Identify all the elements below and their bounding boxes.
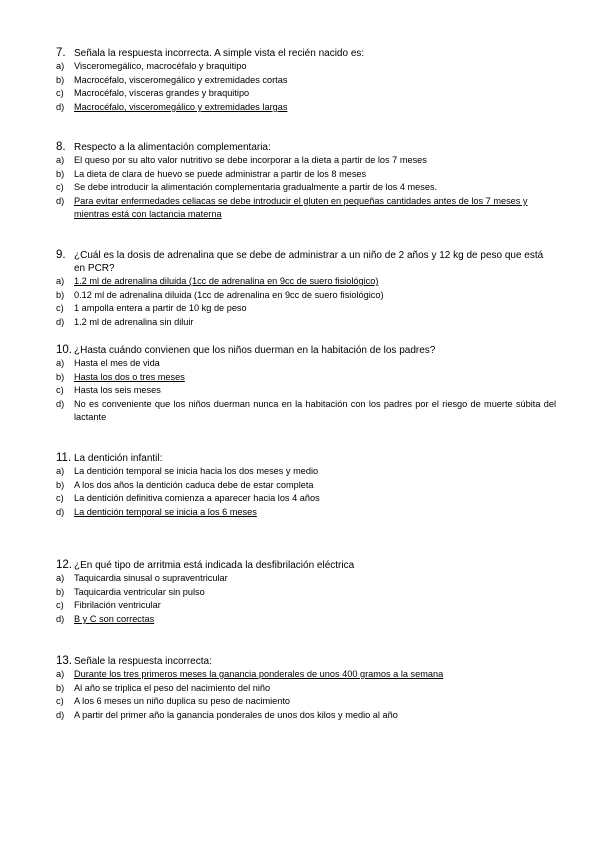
option-text: Macrocéfalo, visceromegálico y extremidades largas: [74, 101, 288, 112]
option-letter: a): [56, 466, 65, 476]
question-11: [56, 452, 556, 519]
option-letter: c): [56, 600, 64, 611]
question-number: 9.: [56, 249, 66, 261]
option-text: Fibrilación ventricular: [74, 600, 161, 611]
option-text: 0.12 ml de adrenalina diluida (1cc de adrenalina en 9cc de suero fisiológico): [74, 289, 384, 300]
option-text: La dentición definitiva comienza a aparecer hacia los 4 años: [74, 493, 320, 504]
option-text: Para evitar enfermedades celiacas se debe introducir el gluten en pequeñas cantidades antes de los 7 meses y mientras está con lactancia materna: [74, 195, 528, 220]
option-a: [56, 357, 556, 371]
question-text: Señale la respuesta incorrecta:: [74, 656, 212, 667]
option-b: [56, 289, 556, 303]
option-text: Al año se triplica el peso del nacimiento del niño: [74, 682, 271, 693]
option-letter: a): [56, 276, 65, 286]
option-letter: c): [56, 182, 64, 193]
option-text: El queso por su alto valor nutritivo se debe incorporar a la dieta a partir de los 7 meses: [74, 155, 427, 165]
option-a: [56, 668, 556, 682]
option-letter: d): [56, 101, 65, 112]
question-text: Respecto a la alimentación complementaria:: [74, 142, 271, 153]
option-text: A los dos años la dentición caduca debe de estar completa: [74, 479, 314, 490]
question-number: 12.: [56, 559, 72, 571]
option-letter: b): [56, 74, 65, 85]
option-d: [56, 709, 556, 723]
option-letter: c): [56, 88, 64, 99]
question-title: [56, 344, 556, 357]
option-letter: d): [56, 709, 65, 720]
option-text: La dentición temporal se inicia a los 6 meses: [74, 506, 257, 517]
option-c: [56, 695, 556, 709]
option-d: [56, 195, 556, 222]
option-letter: c): [56, 303, 64, 314]
option-c: [56, 87, 556, 101]
question-12: [56, 559, 556, 626]
option-text: La dieta de clara de huevo se puede administrar a partir de los 8 meses: [74, 168, 367, 179]
option-b: [56, 74, 556, 88]
option-a: [56, 465, 556, 479]
option-a: [56, 275, 556, 289]
question-13: [56, 655, 556, 722]
option-text: No es conveniente que los niños duerman nunca en la habitación con los padres por el riesgo de muerte súbita del lactante: [74, 398, 556, 423]
question-text: La dentición infantil:: [74, 453, 163, 464]
question-title: [56, 249, 556, 275]
question-title: [56, 559, 556, 572]
question-9: [56, 249, 556, 329]
option-letter: b): [56, 682, 65, 693]
option-letter: d): [56, 398, 65, 409]
option-letter: d): [56, 613, 65, 624]
option-c: [56, 492, 556, 506]
option-text: Se debe introducir la alimentación complementaria gradualmente a partir de los 4 meses.: [74, 182, 438, 193]
question-title: [56, 452, 556, 465]
question-number: 8.: [56, 141, 66, 153]
question-text: ¿Cuál es la dosis de adrenalina que se debe de administrar a un niño de 2 años y 12 kg de peso que está en PCR?: [74, 250, 544, 274]
option-c: [56, 599, 556, 613]
option-b: [56, 371, 556, 385]
option-letter: c): [56, 696, 64, 707]
option-d: [56, 506, 556, 520]
question-number: 7.: [56, 47, 66, 59]
option-letter: a): [56, 61, 65, 71]
option-text: A los 6 meses un niño duplica su peso de nacimiento: [74, 696, 291, 707]
question-10: [56, 344, 556, 425]
option-text: Visceromegálico, macrocéfalo y braquitipo: [74, 61, 247, 71]
question-title: [56, 655, 556, 668]
option-c: [56, 181, 556, 195]
option-b: [56, 168, 556, 182]
question-title: [56, 141, 556, 154]
option-c: [56, 384, 556, 398]
option-c: [56, 302, 556, 316]
option-text: Macrocéfalo, vísceras grandes y braquitipo: [74, 88, 250, 99]
question-text: ¿En qué tipo de arritmia está indicada la desfibrilación eléctrica: [74, 560, 355, 571]
option-letter: b): [56, 371, 65, 382]
option-text: 1 ampolla entera a partir de 10 kg de peso: [74, 303, 247, 314]
option-letter: a): [56, 358, 65, 368]
option-letter: b): [56, 168, 65, 179]
option-d: [56, 398, 556, 425]
option-text: A partir del primer año la ganancia ponderales de unos dos kilos y medio al año: [74, 709, 398, 720]
question-8: [56, 141, 556, 222]
question-title: [56, 47, 556, 60]
option-d: [56, 101, 556, 115]
option-text: Hasta los dos o tres meses: [74, 371, 185, 382]
option-letter: b): [56, 586, 65, 597]
option-text: Taquicardia ventricular sin pulso: [74, 586, 205, 597]
option-text: La dentición temporal se inicia hacia los dos meses y medio: [74, 466, 319, 476]
option-b: [56, 586, 556, 600]
question-text: ¿Hasta cuándo convienen que los niños duerman en la habitación de los padres?: [74, 345, 436, 356]
option-b: [56, 682, 556, 696]
option-letter: c): [56, 385, 64, 396]
option-letter: d): [56, 195, 65, 206]
option-text: Taquicardia sinusal o supraventricular: [74, 573, 228, 583]
option-a: [56, 60, 556, 74]
option-text: 1.2 ml de adrenalina sin diluir: [74, 316, 194, 327]
option-letter: b): [56, 289, 65, 300]
option-a: [56, 572, 556, 586]
question-7: [56, 47, 556, 114]
option-letter: d): [56, 506, 65, 517]
option-a: [56, 154, 556, 168]
option-letter: a): [56, 155, 65, 165]
question-text: Señala la respuesta incorrecta. A simple vista el recién nacido es:: [74, 48, 365, 59]
option-text: 1.2 ml de adrenalina diluida (1cc de adrenalina en 9cc de suero fisiológico): [74, 276, 379, 286]
option-letter: d): [56, 316, 65, 327]
option-text: Macrocéfalo, visceromegálico y extremidades cortas: [74, 74, 288, 85]
option-b: [56, 479, 556, 493]
option-letter: c): [56, 493, 64, 504]
option-text: Hasta los seis meses: [74, 385, 161, 396]
option-text: B y C son correctas: [74, 613, 155, 624]
question-number: 13.: [56, 655, 72, 667]
question-number: 10.: [56, 344, 72, 356]
option-text: Hasta el mes de vida: [74, 358, 160, 368]
option-d: [56, 316, 556, 330]
option-d: [56, 613, 556, 627]
option-text: Durante los tres primeros meses la ganancia ponderales de unos 400 gramos a la semana: [74, 669, 444, 679]
option-letter: a): [56, 573, 65, 583]
question-number: 11.: [56, 452, 72, 464]
option-letter: a): [56, 669, 65, 679]
option-letter: b): [56, 479, 65, 490]
